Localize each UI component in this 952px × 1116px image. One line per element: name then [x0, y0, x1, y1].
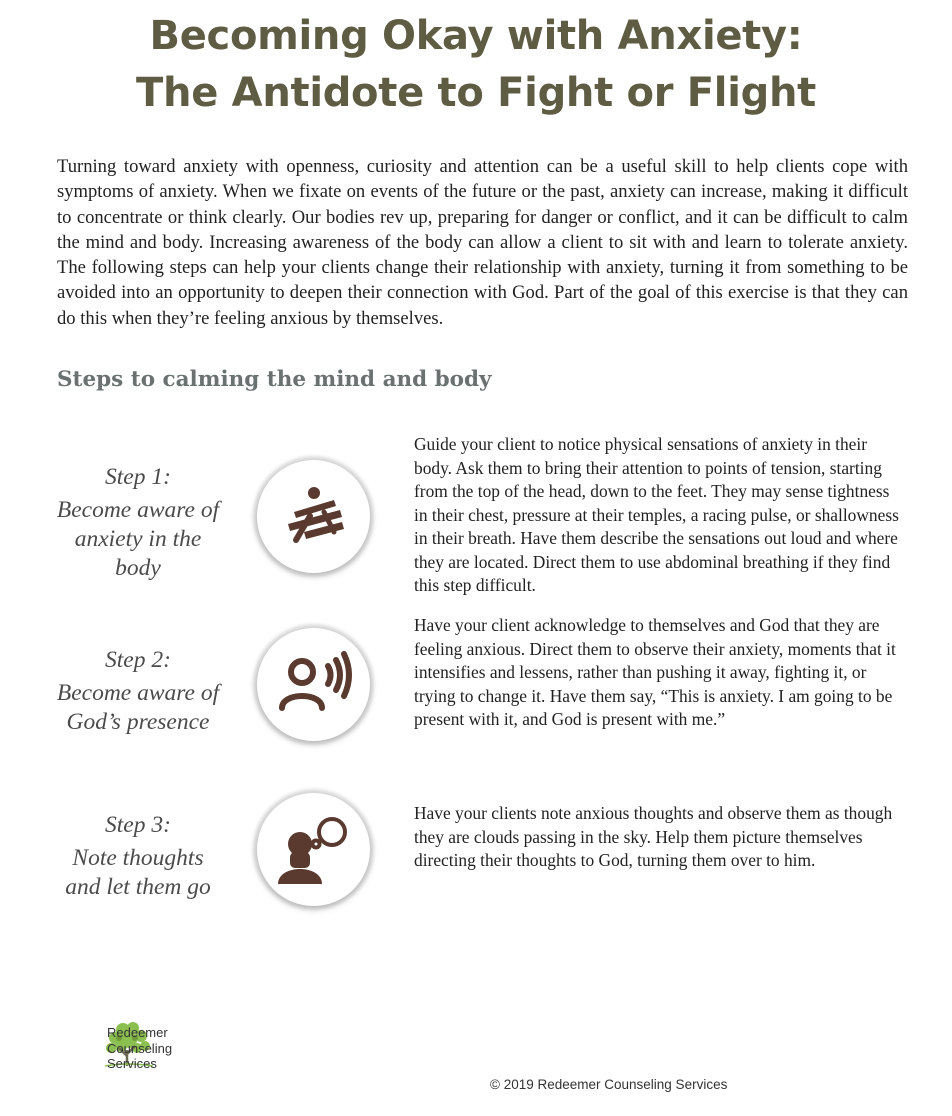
- logo-text: [107, 1025, 172, 1072]
- step-2-label: [40, 646, 236, 737]
- step-3-icon-circle: [257, 793, 370, 906]
- step-1-description: Guide your client to notice physical sensations of anxiety in their body. Ask them to bring their attention to points of tension, starting from the top of the head, down to the feet. They may sense tightness in their chest, pressure at their temples, a racing pulse, or shallowness in their breath. Have them describe the sensations out loud and where they are located. Direct them to use abdominal breathing if they find this step difficult.: [414, 434, 899, 595]
- step-2-title-line: Become aware of: [56, 680, 220, 706]
- step-2-description: Have your client acknowledge to themselves and God that they are feeling anxious. Direct them to observe their anxiety, moments that it intensifies and lessens, rather than pushing it away, fighting it, or trying to change it. Have them say, “This is anxiety. I am going to be present with it, and God is present with me.”: [414, 615, 896, 729]
- step-1-label: [40, 463, 236, 583]
- section-heading: Steps to calming the mind and body: [57, 367, 492, 392]
- step-3-number: Step 3:: [105, 812, 171, 838]
- step-3-label: [40, 811, 236, 902]
- thought-bubble-icon: [274, 814, 354, 886]
- title-line-2: The Antidote to Fight or Flight: [136, 70, 816, 116]
- step-1-number: Step 1:: [105, 464, 171, 490]
- title-line-1: Becoming Okay with Anxiety:: [149, 13, 803, 59]
- step-1-title-line: anxiety in the: [74, 526, 202, 552]
- page-title: [0, 8, 952, 122]
- logo-line: Services: [107, 1056, 157, 1071]
- step-3-title-line: Note thoughts: [72, 845, 204, 871]
- running-figure-icon: [274, 482, 354, 552]
- step-3-description: Have your clients note anxious thoughts and observe them as though they are clouds passing in the sky. Help them picture themselves directing their thoughts to God, turning them over to him.: [414, 803, 893, 870]
- step-2-icon-circle: [257, 628, 370, 741]
- step-1-title-line: Become aware of: [56, 497, 220, 523]
- step-2-title-line: God’s presence: [66, 709, 210, 735]
- step-1-title-line: body: [115, 555, 161, 581]
- copyright: © 2019 Redeemer Counseling Services: [490, 1077, 728, 1092]
- step-1-icon-circle: [257, 460, 370, 573]
- logo-line: Redeemer: [107, 1025, 168, 1040]
- person-sound-icon: [274, 650, 354, 720]
- intro-paragraph: Turning toward anxiety with openness, curiosity and attention can be a useful skill to help clients cope with symptoms of anxiety. When we fixate on events of the future or the past, anxiety can increase, making it difficult to concentrate or think clearly. Our bodies rev up, preparing for danger or conflict, and it can be difficult to calm the mind and body. Increasing awareness of the body can allow a client to sit with and learn to tolerate anxiety. The following steps can help your clients change their relationship with anxiety, turning it from something to be avoided into an opportunity to deepen their connection with God. Part of the goal of this exercise is that they can do this when they’re feeling anxious by themselves.: [57, 156, 908, 329]
- step-3-title-line: and let them go: [65, 874, 211, 900]
- logo-line: Counseling: [107, 1040, 173, 1056]
- step-2-number: Step 2:: [105, 647, 171, 673]
